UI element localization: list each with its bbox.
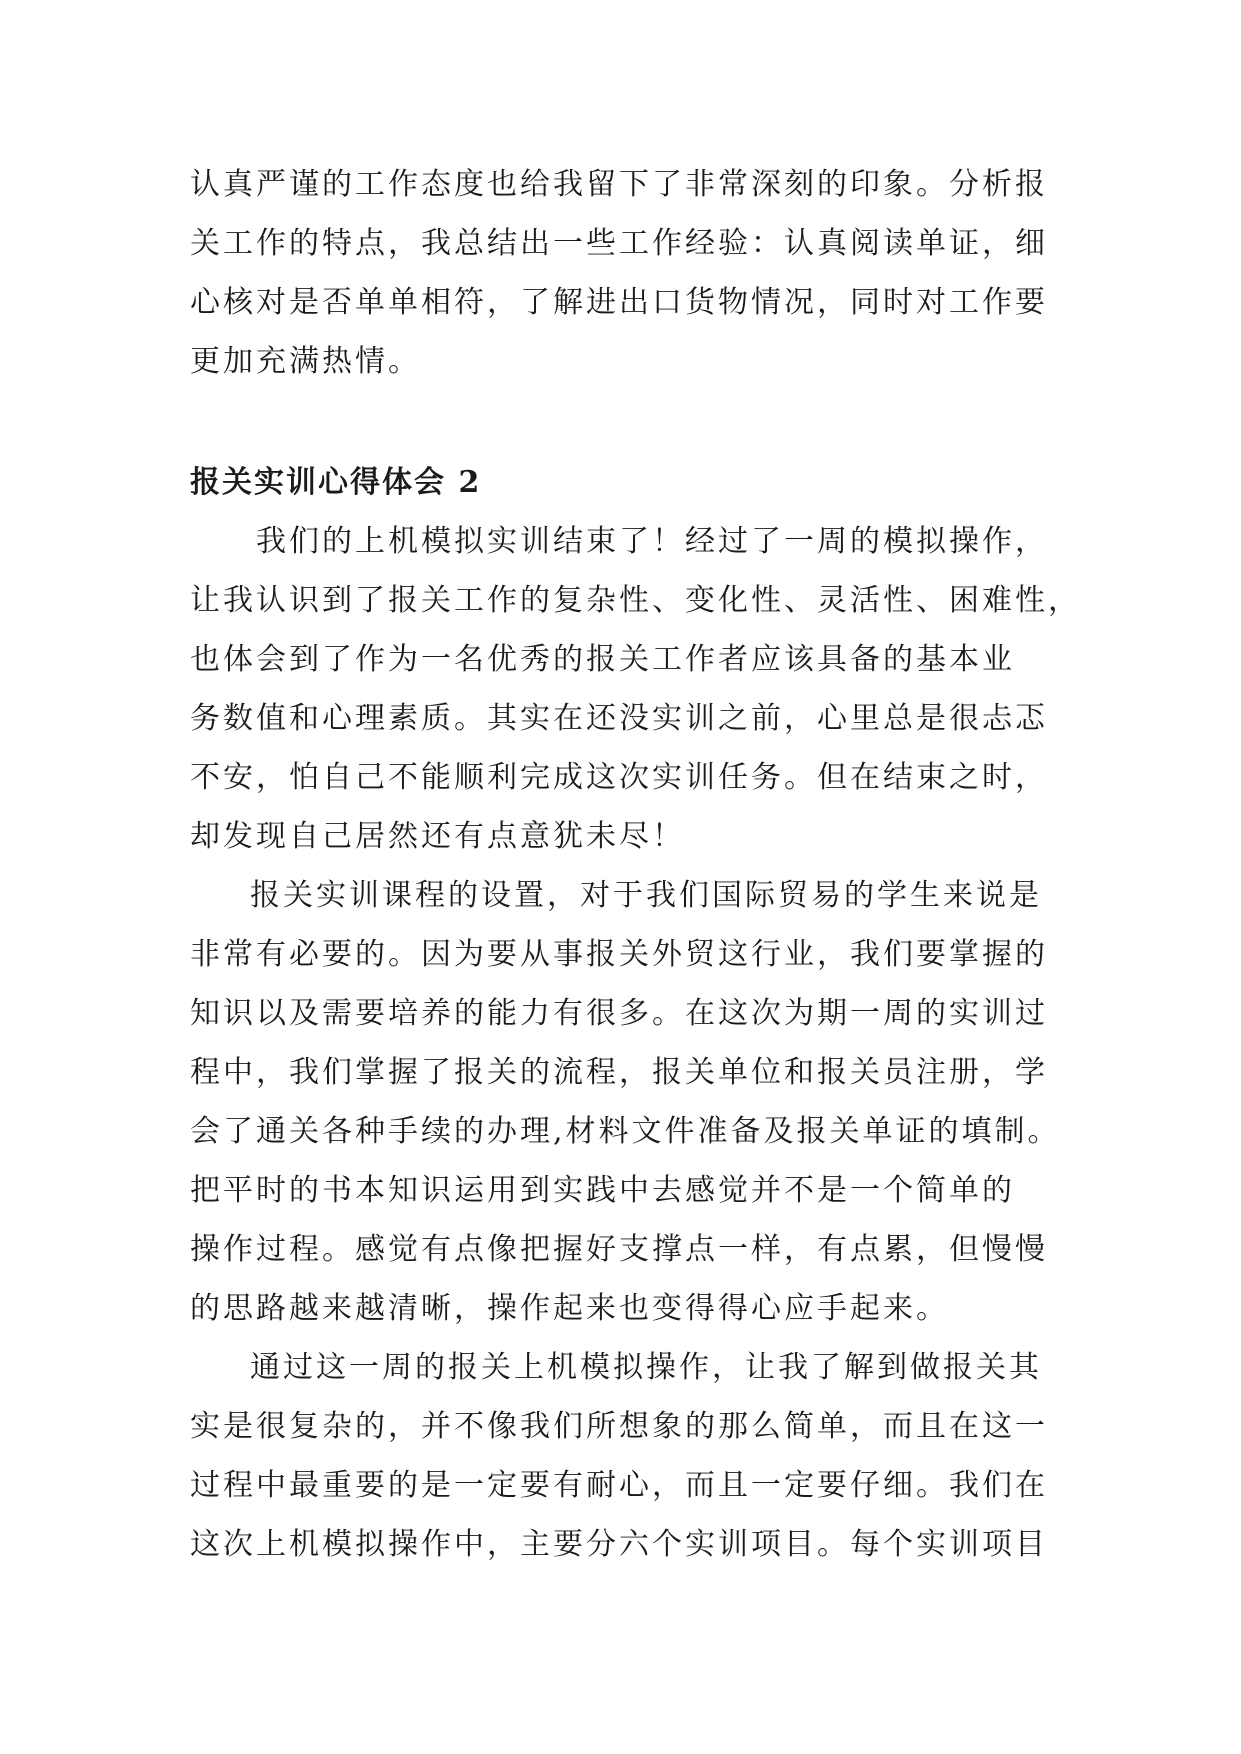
section-title: 报关实训心得体会 2 — [190, 465, 482, 500]
text-line: 我们的上机模拟实训结束了！经过了一周的模拟操作， — [256, 524, 1048, 559]
section-spacer — [190, 391, 1050, 453]
document-body — [190, 155, 1081, 1574]
text-line: 务数值和心理素质。其实在还没实训之前，心里总是很忐忑 — [190, 701, 1048, 736]
text-line: 关工作的特点，我总结出一些工作经验：认真阅读单证，细 — [190, 226, 1048, 261]
text-line: 操作过程。感觉有点像把握好支撑点一样，有点累，但慢慢 — [190, 1232, 1048, 1267]
paragraph-3 — [190, 1338, 1050, 1574]
text-line: 更加充满热情。 — [190, 344, 421, 379]
continued-paragraph — [190, 155, 1050, 391]
text-line: 报关实训课程的设置，对于我们国际贸易的学生来说是 — [250, 878, 1042, 913]
text-line: 也体会到了作为一名优秀的报关工作者应该具备的基本业 — [190, 642, 1015, 677]
text-line: 程中，我们掌握了报关的流程，报关单位和报关员注册，学 — [190, 1055, 1048, 1090]
text-line: 心核对是否单单相符，了解进出口货物情况，同时对工作要 — [190, 285, 1048, 320]
text-line: 认真严谨的工作态度也给我留下了非常深刻的印象。分析报 — [190, 167, 1048, 202]
text-line: 通过这一周的报关上机模拟操作，让我了解到做报关其 — [250, 1350, 1042, 1385]
text-line: 实是很复杂的，并不像我们所想象的那么简单，而且在这一 — [190, 1409, 1048, 1444]
text-line: 会了通关各种手续的办理,材料文件准备及报关单证的填制。 — [190, 1114, 1061, 1149]
text-line: 让我认识到了报关工作的复杂性、变化性、灵活性、困难性， — [190, 583, 1081, 618]
text-line: 却发现自己居然还有点意犹未尽！ — [190, 819, 685, 854]
text-line: 不安，怕自己不能顺利完成这次实训任务。但在结束之时， — [190, 760, 1048, 795]
text-line: 这次上机模拟操作中，主要分六个实训项目。每个实训项目 — [190, 1527, 1048, 1562]
paragraph-1 — [190, 512, 1081, 866]
text-line: 非常有必要的。因为要从事报关外贸这行业，我们要掌握的 — [190, 937, 1048, 972]
text-line: 过程中最重要的是一定要有耐心，而且一定要仔细。我们在 — [190, 1468, 1048, 1503]
text-line: 的思路越来越清晰，操作起来也变得得心应手起来。 — [190, 1291, 949, 1326]
text-line: 知识以及需要培养的能力有很多。在这次为期一周的实训过 — [190, 996, 1048, 1031]
paragraph-2 — [190, 866, 1061, 1338]
text-line: 把平时的书本知识运用到实践中去感觉并不是一个简单的 — [190, 1173, 1015, 1208]
